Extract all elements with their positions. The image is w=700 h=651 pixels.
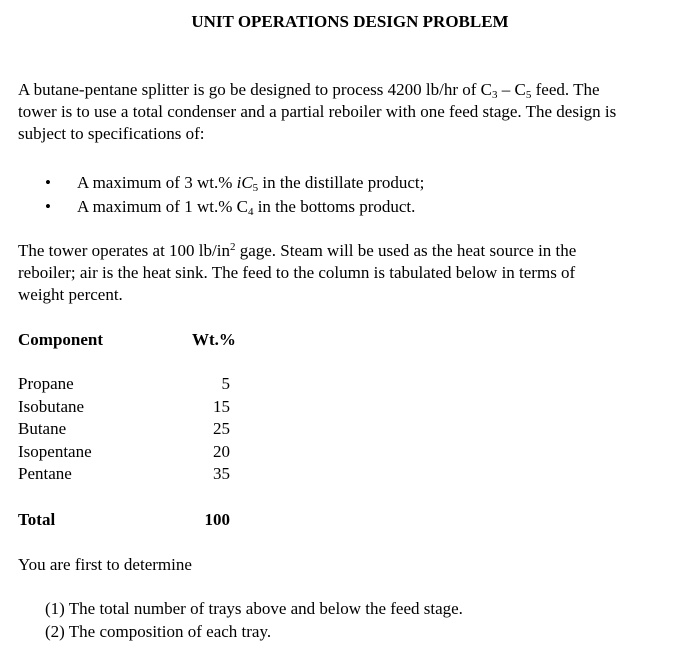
- column-header-wt: Wt.%: [192, 330, 236, 349]
- component-name: Propane: [18, 374, 74, 393]
- component-wt: 15: [213, 396, 230, 416]
- document-title: UNIT OPERATIONS DESIGN PROBLEM: [191, 12, 509, 31]
- total-value: 100: [204, 510, 230, 529]
- specification-list: [45, 172, 424, 220]
- component-name: Isobutane: [18, 396, 85, 416]
- operating-line-2: reboiler; air is the heat sink. The feed to the column is tabulated below in terms of: [18, 263, 576, 282]
- operating-line-1: The tower operates at 100 $lb/in^2$ gage. Steam will be used as the heat source in the: [18, 241, 577, 260]
- component-name: Butane: [18, 419, 67, 438]
- task-intro: You are first to determine: [18, 555, 192, 574]
- component-wt: 20: [213, 441, 230, 461]
- column-header-component: Component: [18, 330, 104, 349]
- feed-table: [18, 329, 252, 486]
- operating-line-3: weight percent.: [18, 285, 123, 304]
- table-row: [18, 373, 252, 396]
- table-row: [18, 463, 252, 486]
- bullet-icon: •: [45, 197, 51, 216]
- table-row: [18, 418, 252, 441]
- intro-line-2: tower is to use a total condenser and a partial reboiler with one feed stage. The design is: [18, 102, 617, 121]
- task-item: (1) The total number of trays above and below the feed stage.: [45, 599, 463, 618]
- table-row: [18, 441, 252, 464]
- feed-table-header: [18, 329, 252, 373]
- component-name: Pentane: [18, 464, 72, 483]
- intro-line-1: A butane-pentane splitter is go be designed to process 4200 lb/hr of $C_3 - C_5$ feed. The: [18, 80, 600, 101]
- intro-paragraph: [18, 79, 700, 145]
- spec-item-distillate: • A maximum of 3 wt.% $iC_5$ in the distillate product;: [45, 173, 425, 194]
- task-item: (2) The composition of each tray.: [45, 622, 272, 641]
- task-list: [45, 598, 463, 644]
- component-wt: 5: [221, 374, 230, 393]
- intro-line-3: subject to specifications of:: [18, 124, 205, 143]
- feed-table-total: [18, 509, 230, 531]
- total-label: Total: [18, 510, 56, 529]
- component-wt: 25: [213, 419, 230, 438]
- operating-paragraph: [18, 240, 700, 306]
- table-row: [18, 396, 252, 419]
- component-name: Isopentane: [18, 441, 92, 461]
- component-wt: 35: [213, 464, 230, 483]
- spec-item-bottoms: • A maximum of 1 wt.% $C_4$ in the bottoms product.: [45, 197, 416, 218]
- bullet-icon: •: [45, 173, 51, 192]
